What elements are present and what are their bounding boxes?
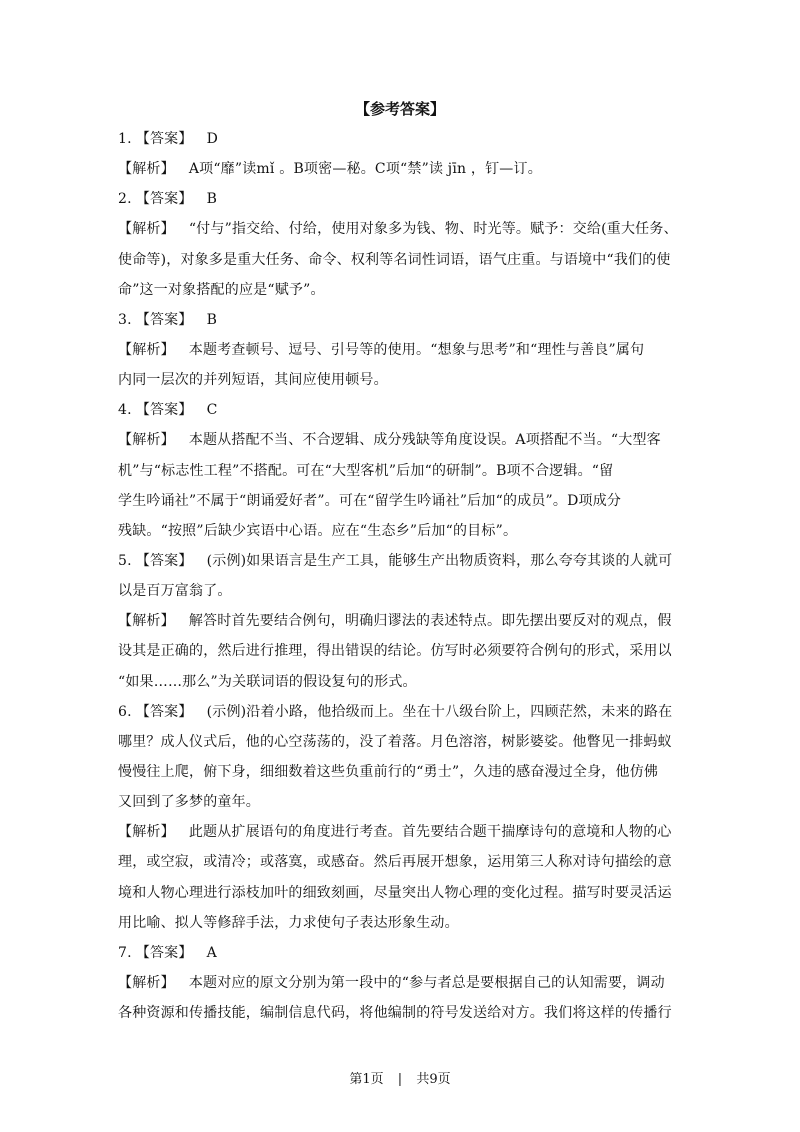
analysis-text: 解答时首先要结合例句，明确归谬法的表述特点。即先摆出要反对的观点，假 xyxy=(188,613,672,630)
analysis-tag: 【解析】 xyxy=(118,161,175,178)
analysis-tag: 【解析】 xyxy=(118,221,175,238)
continuation-line: 机”与“标志性工程”不搭配。可在“大型客机”后加“的研制”。B项不合逻辑。“留 xyxy=(118,462,614,479)
continuation-line: 慢慢往上爬，俯下身，细细数着这些负重前行的“勇士”，久违的感奋漫过全身，他仿佛 xyxy=(118,763,659,780)
answer-tag: 【答案】 xyxy=(135,131,193,147)
analysis-text: “付与”指交给、付给，使用对象多为钱、物、时光等。赋予：交给(重大任务、 xyxy=(188,221,678,238)
analysis-line xyxy=(118,214,693,244)
analysis-line xyxy=(118,817,693,847)
answer-tag: 【答案】 xyxy=(135,402,193,419)
answer-line xyxy=(118,184,693,214)
analysis-tag: 【解析】 xyxy=(118,824,175,841)
question-number: 2. xyxy=(118,191,132,208)
question-number: 1. xyxy=(118,131,132,147)
continuation-line: 以是百万富翁了。 xyxy=(118,583,232,600)
answer-line xyxy=(118,546,693,576)
answer-line xyxy=(118,697,693,727)
continuation-line: 又回到了多梦的童年。 xyxy=(118,794,260,811)
analysis-tag: 【解析】 xyxy=(118,432,175,449)
answer-tag: 【答案】 xyxy=(135,944,193,961)
continuation-line: 内同一层次的并列短语，其间应使用顿号。 xyxy=(118,372,388,389)
continuation-line: 残缺。“按照”后缺少宾语中心语。应在“生态乡”后加“的目标”。 xyxy=(118,522,518,539)
question-number: 4. xyxy=(118,402,132,419)
question-number: 7. xyxy=(118,944,132,961)
continuation-line: 用比喻、拟人等修辞手法，力求使句子表达形象生动。 xyxy=(118,914,459,931)
analysis-line xyxy=(118,425,693,455)
question-number: 3. xyxy=(118,311,132,328)
answer-tag: 【答案】 xyxy=(135,552,193,569)
analysis-text: 本题对应的原文分别为第一段中的“参与者总是要根据自己的认知需要，调动 xyxy=(188,974,665,991)
answer-text: B xyxy=(206,191,218,208)
answer-tag: 【答案】 xyxy=(135,703,193,720)
page-total: 共9页 xyxy=(416,1072,451,1087)
answer-text: (示例)如果语言是生产工具，能够生产出物质资料，那么夸夸其谈的人就可 xyxy=(206,552,673,569)
analysis-line xyxy=(118,335,693,365)
answer-text: D xyxy=(206,131,219,147)
continuation-line: 使命等)，对象多是重大任务、命令、权利等名词性词语，语气庄重。与语境中“我们的使 xyxy=(118,251,671,268)
page-title: 【参考答案】 xyxy=(354,100,445,118)
analysis-tag: 【解析】 xyxy=(118,974,175,991)
continuation-line: 各种资源和传播技能，编制信息代码，将他编制的符号发送给对方。我们将这样的传播行 xyxy=(118,1005,672,1022)
continuation-line: 理，或空寂，或清冷；或落寞，或感奋。然后再展开想象，运用第三人称对诗句描绘的意 xyxy=(118,854,672,871)
answer-text: C xyxy=(206,402,218,419)
continuation-line: 境和人物心理进行添枝加叶的细致刻画，尽量突出人物心理的变化过程。描写时要灵活运 xyxy=(118,884,672,901)
continuation-line: 哪里？成人仪式后，他的心空荡荡的，没了着落。月色溶溶，树影婆娑。他瞥见一排蚂蚁 xyxy=(118,733,672,750)
analysis-text: 此题从扩展语句的角度进行考查。首先要结合题干揣摩诗句的意境和人物的心 xyxy=(188,824,672,841)
answer-content xyxy=(118,124,693,1028)
page-footer xyxy=(0,1071,800,1089)
analysis-tag: 【解析】 xyxy=(118,613,175,630)
continuation-line: 学生吟诵社”不属于“朗诵爱好者”。可在“留学生吟诵社”后加“的成员”。D项成分 xyxy=(118,492,622,509)
question-number: 6. xyxy=(118,703,132,720)
continuation-line: 设其是正确的，然后进行推理，得出错误的结论。仿写时必须要符合例句的形式，采用以 xyxy=(118,643,672,660)
answer-text: (示例)沿着小路，他拾级而上。坐在十八级台阶上，四顾茫然，未来的路在 xyxy=(206,703,673,720)
answer-tag: 【答案】 xyxy=(135,311,193,328)
continuation-line: “如果……那么”为关联词语的假设复句的形式。 xyxy=(118,673,417,690)
analysis-line xyxy=(118,154,693,184)
answer-tag: 【答案】 xyxy=(135,191,193,208)
answer-line xyxy=(118,124,693,154)
answer-text: A xyxy=(206,944,217,961)
analysis-line xyxy=(118,968,693,998)
footer-separator: | xyxy=(397,1072,403,1087)
answer-text: B xyxy=(206,311,218,328)
analysis-text: A项“靡”读mǐ 。B项密—秘。C项“禁”读 jīn ，钉—订。 xyxy=(188,161,542,178)
analysis-text: 本题考查顿号、逗号、引号等的使用。“想象与思考”和“理性与善良”属句 xyxy=(188,341,645,358)
page-number: 第1页 xyxy=(349,1072,384,1087)
answer-line xyxy=(118,938,693,968)
analysis-text: 本题从搭配不当、不合逻辑、成分残缺等角度设误。A项搭配不当。“大型客 xyxy=(188,432,661,449)
answer-line xyxy=(118,305,693,335)
analysis-tag: 【解析】 xyxy=(118,341,175,358)
answer-line xyxy=(118,395,693,425)
question-number: 5. xyxy=(118,552,132,569)
continuation-line: 命”这一对象搭配的应是“赋予”。 xyxy=(118,281,325,298)
analysis-line xyxy=(118,606,693,636)
